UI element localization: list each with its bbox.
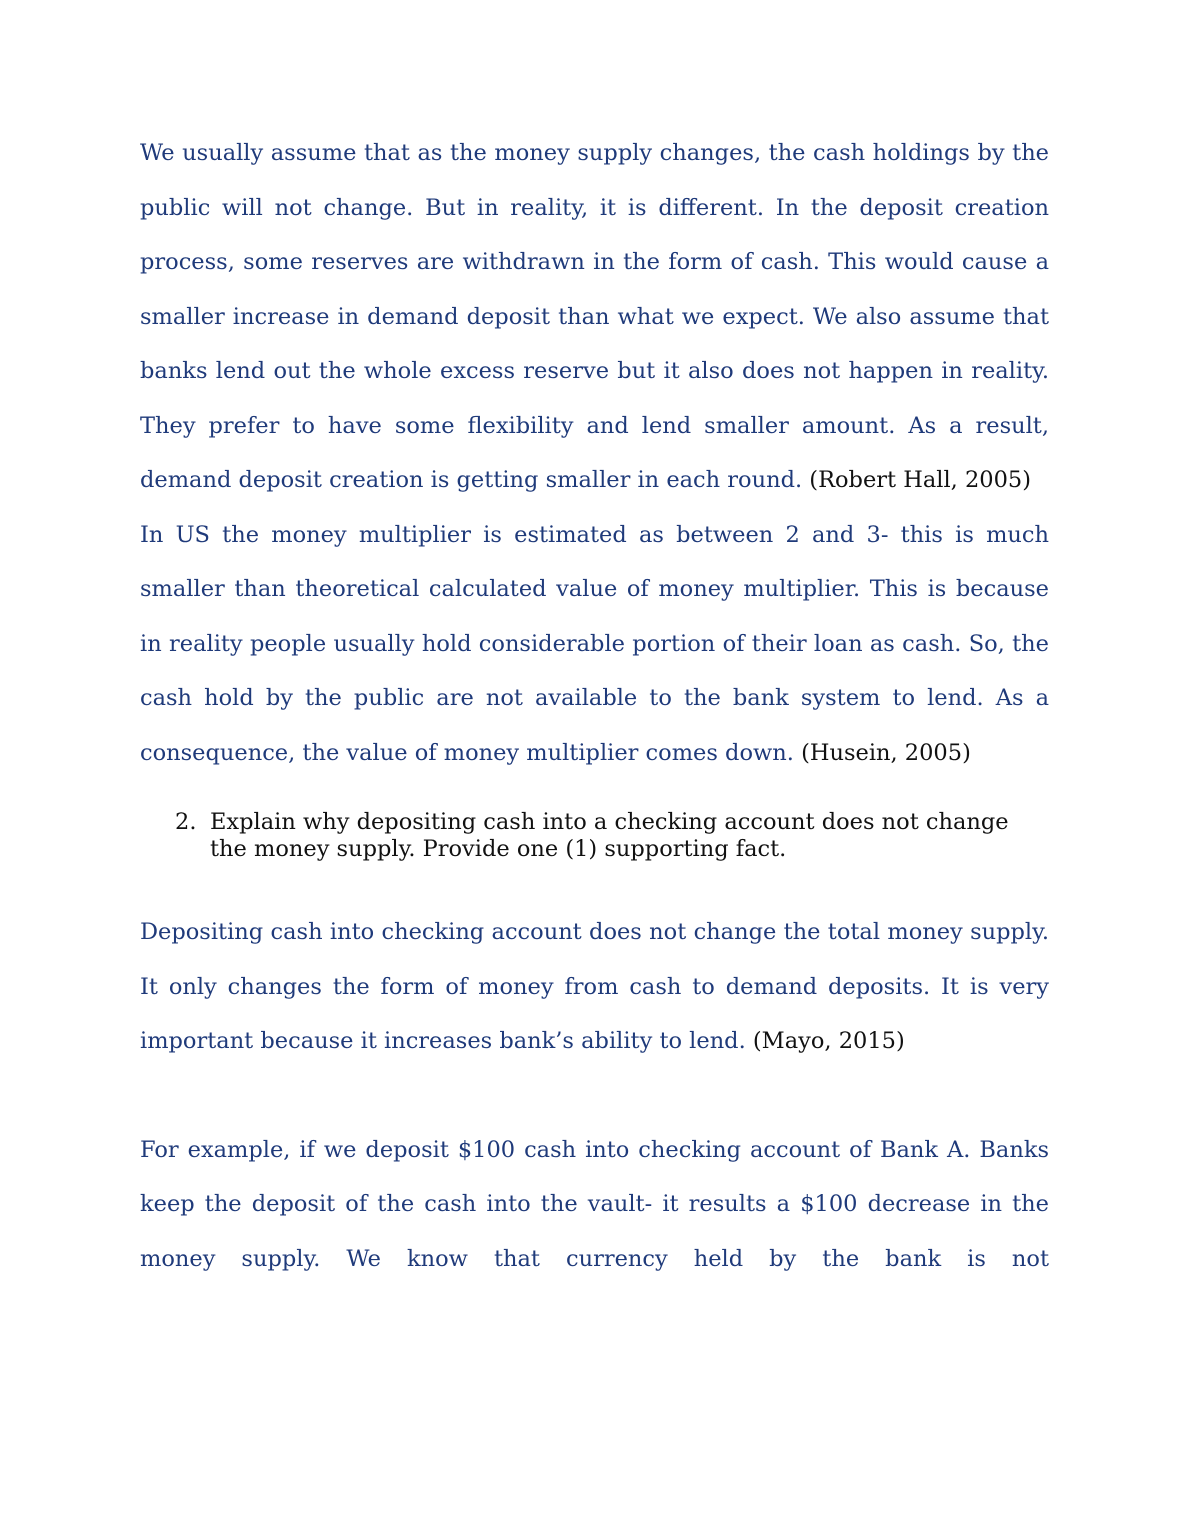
paragraph-example — [140, 1123, 1049, 1287]
question-text: Explain why depositing cash into a checking account does not change the money supply. Provide one (1) supporting fact. — [210, 809, 1009, 862]
citation: (Husein, 2005) — [801, 739, 971, 766]
paragraph-money-multiplier — [140, 508, 1049, 781]
citation: (Robert Hall, 2005) — [809, 467, 1032, 493]
paragraph-depositing-cash — [140, 905, 1049, 1069]
question-item — [140, 809, 1049, 863]
paragraph-text: Depositing cash into checking account does not change the total money supply. It only changes the form of money from cash to demand deposits. It is very important because it increases bank’s ability to lend. — [140, 919, 1049, 1054]
citation: (Mayo, 2015) — [752, 1028, 905, 1054]
document-page — [140, 126, 1049, 1286]
paragraph-text: In US the money multiplier is estimated as between 2 and 3- this is much smaller than theoretical calculated value of money multiplier. This is because in reality people usually hold considerable portion of their loan as cash. So, the cash hold by the public are not available to the bank system to lend. As a consequence, the value of money multiplier comes down. — [140, 521, 1049, 766]
paragraph-text: We usually assume that as the money supply changes, the cash holdings by the public will not change. But in reality, it is different. In the deposit creation process, some reserves are withdrawn in the form of cash. This would cause a smaller increase in demand deposit than what we expect. We also assume that banks lend out the whole excess reserve but it also does not happen in reality. They prefer to have some flexibility and lend smaller amount. As a result, demand deposit creation is getting smaller in each round. — [140, 140, 1049, 493]
question-number: 2. — [175, 809, 197, 835]
paragraph-reserves — [140, 126, 1049, 508]
paragraph-text: For example, if we deposit $100 cash into checking account of Bank A. Banks keep the deposit of the cash into the vault- it results a $100 decrease in the money supply. We know that currency held by the bank is not — [140, 1136, 1049, 1272]
